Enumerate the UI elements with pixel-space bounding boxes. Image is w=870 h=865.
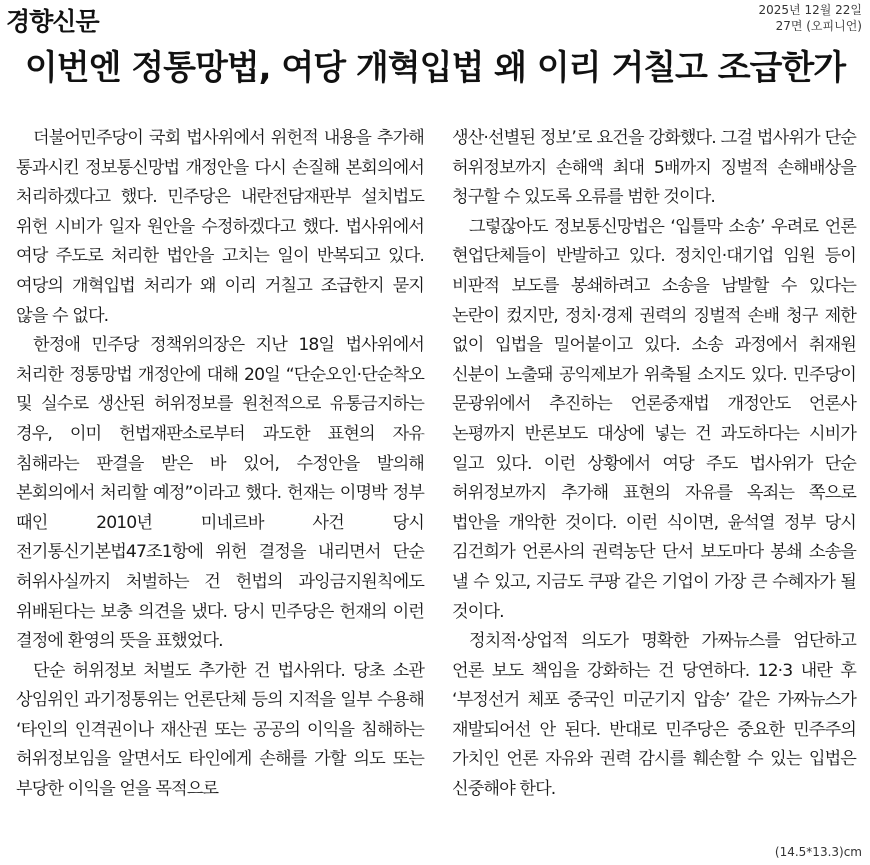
paragraph: 그렇잖아도 정보통신망법은 ‘입틀막 소송’ 우려로 언론 현업단체들이 반발하고 있다. 정치인·대기업 임원 등이 비판적 보도를 봉쇄하려고 소송을 남발할 수 있다는 논란이 컸지만, 정치·경제 권력의 징벌적 손배 청구 제한 없이 입법을 밀어붙이고 있다. 소송 과정에서 취재원 신분이 노출돼 공익제보가 위축될 소지도 있다. 민주당이 문광위에서 추진하는 언론중재법 개정안도 언론사 논평까지 반론보도 대상에 넣는 건 과도하다는 시비가 일고 있다. 이런 상황에서 여당 주도 법사위가 단순 허위정보까지 추가해 표현의 자유를 옥죄는 쪽으로 법안을 개악한 것이다. 이런 식이면, 윤석열 정부 당시 김건희가 언론사의 권력농단 단서 보도마다 봉쇄 소송을 낼 수 있고, 지금도 쿠팡 같은 기업이 가장 큰 수혜자가 될 것이다. <box>452 216 856 622</box>
left-column <box>16 124 424 805</box>
publication-date: 2025년 12월 22일 <box>758 3 862 17</box>
right-column <box>452 124 856 805</box>
publication-meta <box>759 2 862 34</box>
paragraph: 한정애 민주당 정책위의장은 지난 18일 법사위에서 처리한 정통망법 개정안에 대해 20일 “단순오인·단순착오 및 실수로 생산된 허위정보를 원천적으로 유통금지하는 경우, 이미 헌법재판소로부터 과도한 표현의 자유 침해라는 판결을 받은 바 있어, 수정안을 발의해 본회의에서 처리할 예정”이라고 했다. 헌재는 이명박 정부 때인 2010년 미네르바 사건 당시 전기통신기본법47조1항에 위헌 결정을 내리면서 단순 허위사실까지 처벌하는 건 헌법의 과잉금지원칙에도 위배된다는 보충 의견을 냈다. 당시 민주당은 헌재의 이런 결정에 환영의 뜻을 표했었다. <box>16 335 424 652</box>
paragraph: 단순 허위정보 처벌도 추가한 건 법사위다. 당초 소관 상임위인 과기정통위는 언론단체 등의 지적을 일부 수용해 ‘타인의 인격권이나 재산권 또는 공공의 이익을 침해하는 허위정보임을 알면서도 타인에게 손해를 가할 의도 또는 부당한 이익을 얻을 목적으로 <box>16 660 424 800</box>
paragraph-continued: 생산·선별된 정보’로 요건을 강화했다. 그걸 법사위가 단순 허위정보까지 손해액 최대 5배까지 징벌적 손해배상을 청구할 수 있도록 오류를 범한 것이다. <box>452 128 856 208</box>
article-headline: 이번엔 정통망법, 여당 개혁입법 왜 이리 거칠고 조급한가 <box>24 48 846 88</box>
clipping-size-note: (14.5*13.3)cm <box>774 845 862 859</box>
paragraph: 정치적·상업적 의도가 명확한 가짜뉴스를 엄단하고 언론 보도 책임을 강화하는 건 당연하다. 12·3 내란 후 ‘부정선거 체포 중국인 미군기지 압송’ 같은 가짜뉴스가 재발되어선 안 된다. 반대로 민주당은 중요한 민주주의 가치인 언론 자유와 권력 감시를 훼손할 수 있는 입법은 신중해야 한다. <box>452 631 856 800</box>
paragraph: 더불어민주당이 국회 법사위에서 위헌적 내용을 추가해 통과시킨 정보통신망법 개정안을 다시 손질해 본회의에서 처리하겠다고 했다. 민주당은 내란전담재판부 설치법도 위헌 시비가 일자 원안을 수정하겠다고 했다. 법사위에서 여당 주도로 처리한 법안을 고치는 일이 반복되고 있다. 여당의 개혁입법 처리가 왜 이리 거칠고 조급한지 묻지 않을 수 없다. <box>16 128 424 326</box>
page-section: 27면 (오피니언) <box>775 19 862 33</box>
newspaper-masthead: 경향신문 <box>6 7 99 36</box>
